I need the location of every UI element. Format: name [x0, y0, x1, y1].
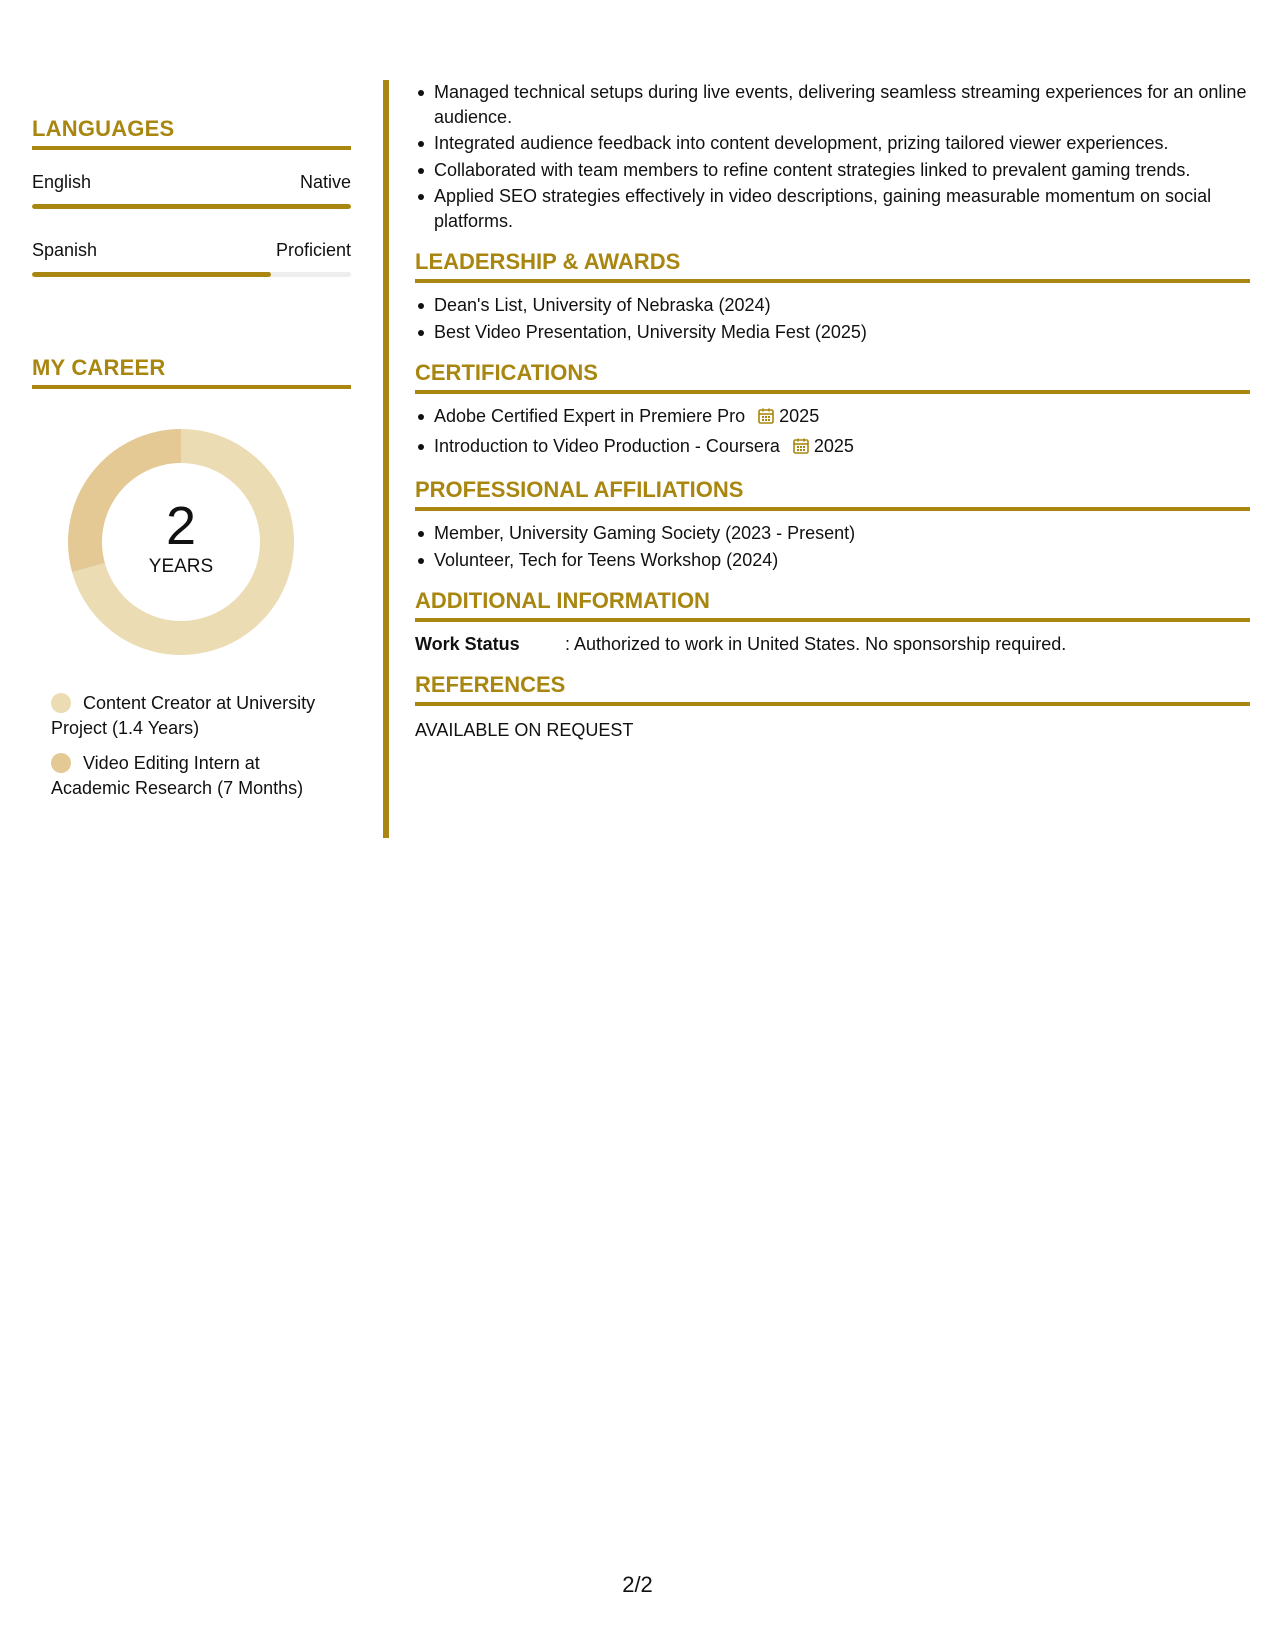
career-donut-chart: [66, 427, 296, 657]
experience-bullets: [415, 80, 1250, 233]
list-item: Applied SEO strategies effectively in video descriptions, gaining measurable momentum on social platforms.: [434, 184, 1250, 233]
language-name: English: [32, 172, 92, 192]
work-status-label: Work Status: [415, 634, 520, 654]
column-divider: [383, 80, 389, 838]
work-status-row: [415, 632, 1250, 656]
certification-year: 2025: [779, 406, 820, 426]
certifications-list: [415, 404, 1250, 461]
languages-heading: LANGUAGES: [32, 116, 175, 141]
affiliations-rule: [415, 507, 1250, 511]
leadership-heading: LEADERSHIP & AWARDS: [415, 249, 681, 274]
language-row-english: [32, 172, 351, 193]
career-total-years: 2: [165, 496, 197, 556]
certification-item: [434, 434, 1250, 462]
career-legend: [51, 691, 341, 801]
references-text: AVAILABLE ON REQUEST: [415, 720, 634, 740]
list-item: Collaborated with team members to refine content strategies linked to prevalent gaming trends.: [434, 158, 1250, 183]
certification-name: Adobe Certified Expert in Premiere Pro: [434, 406, 746, 426]
list-item: Member, University Gaming Society (2023 - Present): [434, 521, 1250, 546]
language-row-spanish: [32, 240, 351, 261]
additional-info-rule: [415, 618, 1250, 622]
legend-item: [51, 691, 341, 741]
language-bar-spanish: [32, 272, 351, 277]
legend-dot: [51, 753, 71, 773]
language-name: Spanish: [32, 240, 98, 260]
sidebar: [32, 80, 351, 811]
certification-name: Introduction to Video Production - Coursera: [434, 435, 780, 456]
additional-info-heading: ADDITIONAL INFORMATION: [415, 588, 710, 613]
certifications-rule: [415, 390, 1250, 394]
affiliations-heading: PROFESSIONAL AFFILIATIONS: [415, 477, 744, 502]
career-rule: [32, 385, 351, 389]
legend-item: [51, 751, 341, 801]
legend-label: Video Editing Intern at Academic Research (7 Months): [51, 753, 304, 798]
main-column: [415, 80, 1250, 742]
career-total-unit: YEARS: [148, 556, 214, 577]
legend-label: Content Creator at University Project (1.4 Years): [51, 693, 316, 738]
language-level: Native: [299, 172, 351, 192]
language-bar-fill: [32, 272, 271, 277]
list-item: Managed technical setups during live events, delivering seamless streaming experiences for an online audience.: [434, 80, 1250, 129]
page-number: 2/2: [622, 1572, 653, 1597]
references-rule: [415, 702, 1250, 706]
languages-rule: [32, 146, 351, 150]
list-item: Best Video Presentation, University Media Fest (2025): [434, 320, 1250, 345]
calendar-icon: [757, 407, 775, 432]
leadership-list: [415, 293, 1250, 344]
legend-dot: [51, 693, 71, 713]
language-bar-fill: [32, 204, 351, 209]
list-item: Dean's List, University of Nebraska (2024): [434, 293, 1250, 318]
donut-center: [66, 427, 296, 657]
references-heading: REFERENCES: [415, 672, 566, 697]
leadership-rule: [415, 279, 1250, 283]
work-status-value: : Authorized to work in United States. No sponsorship required.: [565, 634, 1067, 654]
list-item: Integrated audience feedback into content development, prizing tailored viewer experiences.: [434, 131, 1250, 156]
career-heading: MY CAREER: [32, 355, 166, 380]
list-item: Volunteer, Tech for Teens Workshop (2024): [434, 548, 1250, 573]
certification-year: 2025: [813, 435, 854, 456]
affiliations-list: [415, 521, 1250, 572]
language-bar-english: [32, 204, 351, 209]
certifications-heading: CERTIFICATIONS: [415, 360, 598, 385]
language-level: Proficient: [275, 240, 351, 260]
certification-item: [434, 404, 1250, 432]
calendar-icon: [792, 437, 810, 462]
